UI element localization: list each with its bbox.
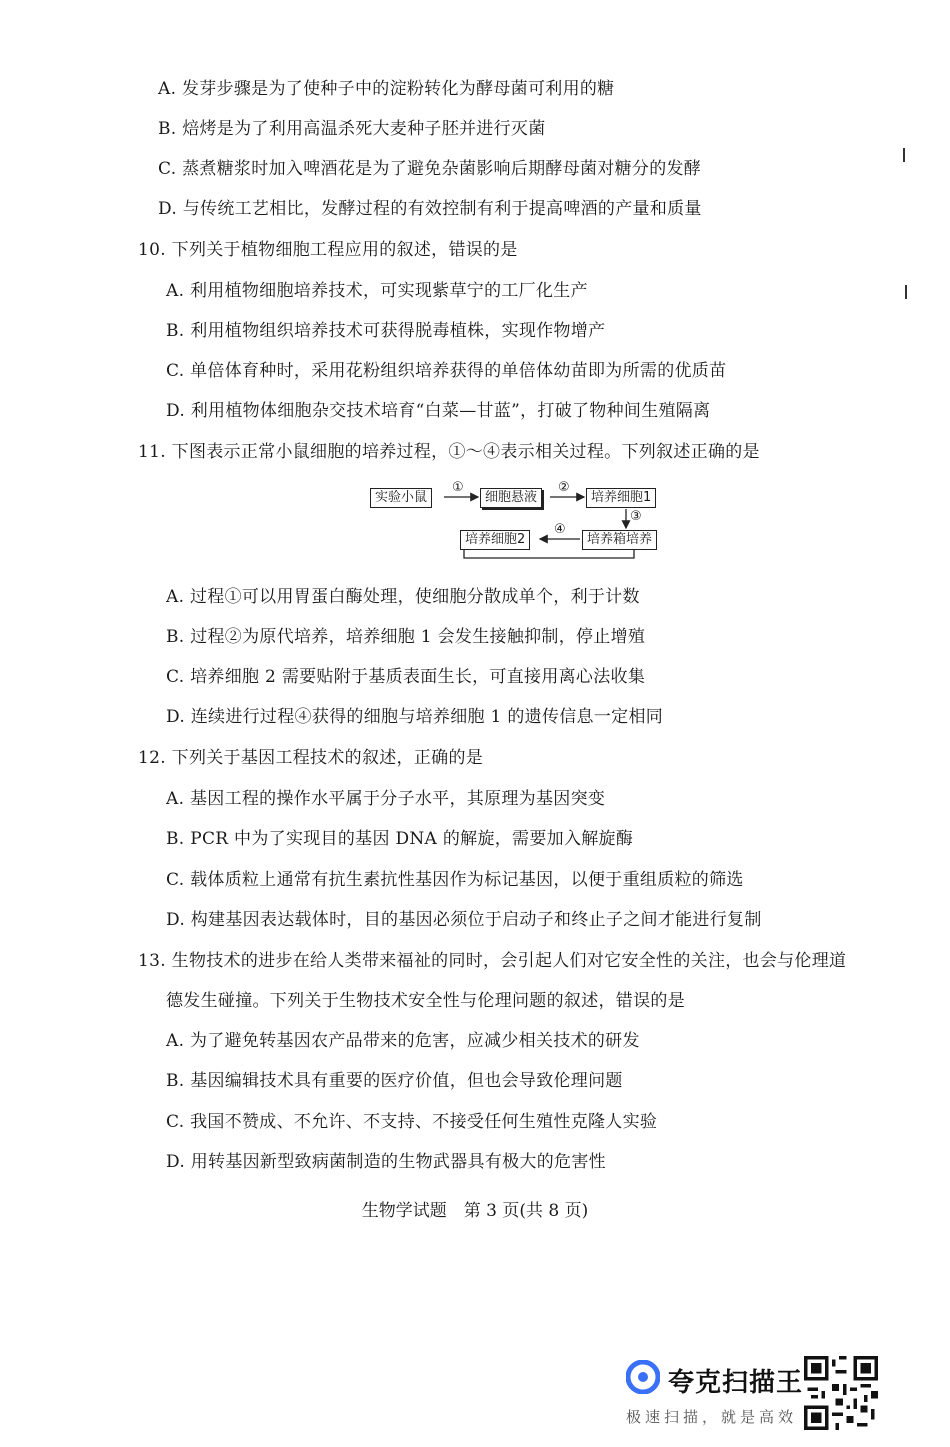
cell-culture-flow-diagram bbox=[368, 480, 668, 560]
q12-stem: 12. 下列关于基因工程技术的叙述，正确的是 bbox=[138, 748, 484, 768]
watermark-tagline: 极速扫描，就是高效 bbox=[626, 1408, 798, 1426]
q12-option-c: C. 载体质粒上通常有抗生素抗性基因作为标记基因，以便于重组质粒的筛选 bbox=[166, 870, 744, 890]
page-footer: 生物学试题 第 3 页(共 8 页) bbox=[361, 1201, 589, 1221]
box-cultured-cell-1: 培养细胞1 bbox=[586, 488, 656, 508]
q10-option-c: C. 单倍体育种时，采用花粉组织培养获得的单倍体幼苗即为所需的优质苗 bbox=[166, 361, 727, 381]
q9-option-a: A. 发芽步骤是为了使种子中的淀粉转化为酵母菌可利用的糖 bbox=[158, 79, 615, 99]
q9-option-d: D. 与传统工艺相比，发酵过程的有效控制有利于提高啤酒的产量和质量 bbox=[158, 199, 702, 219]
qr-code-icon bbox=[804, 1356, 878, 1430]
quark-logo-icon bbox=[626, 1360, 660, 1394]
step-2-label: ② bbox=[558, 480, 570, 495]
q9-option-c: C. 蒸煮糖浆时加入啤酒花是为了避免杂菌影响后期酵母菌对糖分的发酵 bbox=[158, 159, 702, 179]
q13-option-b: B. 基因编辑技术具有重要的医疗价值，但也会导致伦理问题 bbox=[166, 1071, 623, 1091]
q10-stem: 10. 下列关于植物细胞工程应用的叙述，错误的是 bbox=[138, 240, 518, 260]
q11-option-a: A. 过程①可以用胃蛋白酶处理，使细胞分散成单个，利于计数 bbox=[166, 587, 640, 607]
box-lab-mouse: 实验小鼠 bbox=[370, 488, 432, 508]
scan-mark bbox=[905, 285, 907, 299]
q12-option-b: B. PCR 中为了实现目的基因 DNA 的解旋，需要加入解旋酶 bbox=[166, 829, 634, 849]
q10-option-b: B. 利用植物组织培养技术可获得脱毒植株，实现作物增产 bbox=[166, 321, 606, 341]
box-cultured-cell-2: 培养细胞2 bbox=[460, 530, 530, 550]
step-3-label: ③ bbox=[630, 509, 642, 524]
box-cell-suspension: 细胞悬液 bbox=[480, 488, 542, 508]
q10-option-a: A. 利用植物细胞培养技术，可实现紫草宁的工厂化生产 bbox=[166, 281, 588, 301]
step-4-label: ④ bbox=[554, 522, 566, 537]
q9-option-b: B. 焙烤是为了利用高温杀死大麦种子胚并进行灭菌 bbox=[158, 119, 546, 139]
q13-option-c: C. 我国不赞成、不允许、不支持、不接受任何生殖性克隆人实验 bbox=[166, 1112, 658, 1132]
q13-stem-line1: 13. 生物技术的进步在给人类带来福祉的同时，会引起人们对它安全性的关注，也会与伦理道 bbox=[138, 951, 847, 971]
box-incubator-culture: 培养箱培养 bbox=[582, 530, 657, 550]
scan-mark bbox=[903, 148, 905, 162]
q11-stem: 11. 下图表示正常小鼠细胞的培养过程，①～④表示相关过程。下列叙述正确的是 bbox=[138, 442, 760, 462]
q11-option-c: C. 培养细胞 2 需要贴附于基质表面生长，可直接用离心法收集 bbox=[166, 667, 646, 687]
q11-option-d: D. 连续进行过程④获得的细胞与培养细胞 1 的遗传信息一定相同 bbox=[166, 707, 664, 727]
q11-option-b: B. 过程②为原代培养，培养细胞 1 会发生接触抑制，停止增殖 bbox=[166, 627, 646, 647]
watermark-brand: 夸克扫描王 bbox=[668, 1368, 804, 1398]
q13-stem-line2: 德发生碰撞。下列关于生物技术安全性与伦理问题的叙述，错误的是 bbox=[166, 991, 685, 1011]
q12-option-a: A. 基因工程的操作水平属于分子水平，其原理为基因突变 bbox=[166, 789, 606, 809]
q13-option-d: D. 用转基因新型致病菌制造的生物武器具有极大的危害性 bbox=[166, 1152, 606, 1172]
step-1-label: ① bbox=[452, 480, 464, 495]
q10-option-d: D. 利用植物体细胞杂交技术培育“白菜—甘蓝”，打破了物种间生殖隔离 bbox=[166, 401, 711, 421]
q12-option-d: D. 构建基因表达载体时，目的基因必须位于启动子和终止子之间才能进行复制 bbox=[166, 910, 762, 930]
q13-option-a: A. 为了避免转基因农产品带来的危害，应减少相关技术的研发 bbox=[166, 1031, 640, 1051]
